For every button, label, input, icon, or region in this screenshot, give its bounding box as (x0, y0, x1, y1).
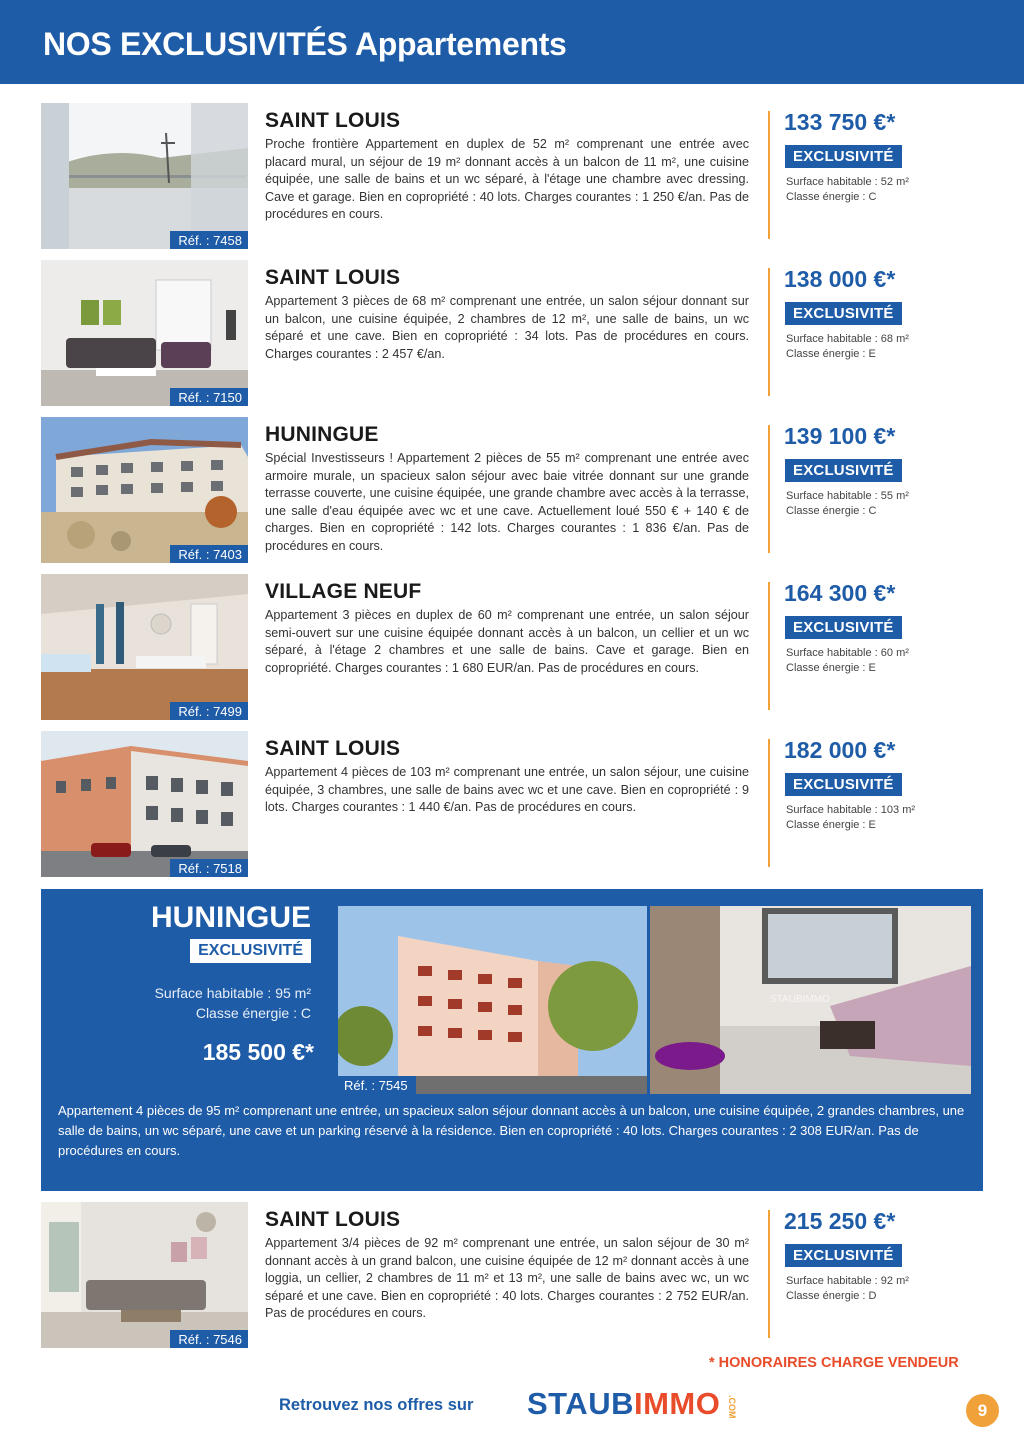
energy-class-text: Classe énergie : E (786, 819, 876, 831)
divider (768, 582, 770, 710)
building-exterior-photo (41, 417, 248, 563)
energy-class-text: Classe énergie : E (786, 662, 876, 674)
listing-meta (786, 646, 909, 676)
listing-city: SAINT LOUIS (265, 737, 401, 760)
listing-photo[interactable] (41, 1202, 248, 1348)
surface-text: Surface habitable : 95 m² (154, 985, 311, 1001)
listing-city: SAINT LOUIS (265, 109, 401, 132)
page-header (0, 0, 1024, 84)
exclusivity-badge: EXCLUSIVITÉ (785, 459, 902, 482)
listing-card[interactable] (0, 574, 1024, 722)
divider (768, 1210, 770, 1338)
exclusivity-badge: EXCLUSIVITÉ (785, 302, 902, 325)
ref-number: Réf. : 7499 (170, 702, 248, 720)
listing-price: 138 000 €* (784, 266, 896, 292)
featured-exclusivity-badge: EXCLUSIVITÉ (190, 939, 311, 963)
brand-part2: IMMO (633, 1386, 721, 1421)
energy-class-text: Classe énergie : C (786, 505, 877, 517)
listing-meta (786, 489, 909, 519)
listing-description: Proche frontière Appartement en duplex de 52 m² comprenant une entrée avec placard mural, un séjour de 19 m² donnant accès à un balcon de 11 m², une cuisine équipée, une salle de bains et un wc séparé, à l'étage une chambre avec dressing. Cave et garage. Bien en copropriété : 40 lots. Charges courantes : 1 250 €/an. Pas de procédures en cours. (265, 137, 749, 221)
featured-price: 185 500 €* (202, 1039, 314, 1065)
featured-description: Appartement 4 pièces de 95 m² comprenant une entrée, un spacieux salon séjour donnant accès à un balcon, une cuisine équipée, 2 grandes chambres, une salle de bains, un wc séparé, une cave et un parking réservé à la résidence. Bien en copropriété : 40 lots. Charges courantes : 2 308 EUR/an. Pas de procédures en cours. (58, 1103, 965, 1158)
listing-card[interactable] (0, 417, 1024, 565)
divider (768, 425, 770, 553)
listing-photo[interactable] (41, 260, 248, 406)
energy-class-text: Classe énergie : C (786, 191, 877, 203)
brand-logo[interactable] (527, 1386, 720, 1422)
featured-meta (155, 983, 311, 1023)
listing-city: SAINT LOUIS (265, 266, 401, 289)
surface-text: Surface habitable : 68 m² (786, 333, 909, 345)
brand-part1: STAUB (527, 1386, 634, 1421)
listing-card[interactable] (0, 103, 1024, 251)
listing-meta (786, 803, 915, 833)
listing-meta (786, 1274, 909, 1304)
listing-description: Spécial Investisseurs ! Appartement 2 pièces de 55 m² comprenant une entrée avec armoire murale, un spacieux salon séjour avec baie vitrée donnant sur une grande terrasse couverte, une cuisine équipée, une grande chambre avec accès à la terrasse, une salle d'eau équipée avec wc et une cave. Actuellement loué 550 € + 140 € de charges. Bien en copropriété : 142 lots. Charges courantes : 1 836 €/an. Pas de procédures en cours. (265, 451, 749, 553)
featured-city: HUNINGUE (150, 901, 311, 934)
energy-class-text: Classe énergie : C (195, 1005, 311, 1021)
energy-class-text: Classe énergie : D (786, 1290, 877, 1302)
surface-text: Surface habitable : 60 m² (786, 647, 909, 659)
surface-text: Surface habitable : 103 m² (786, 804, 916, 816)
page-number: 9 (966, 1394, 999, 1427)
surface-text: Surface habitable : 55 m² (786, 490, 909, 502)
listing-description: Appartement 3 pièces de 68 m² comprenant une entrée, un salon séjour donnant sur un balcon, une cuisine équipée, 2 chambres de 12 m², une salle de bains, un wc séparé et une cave. Bien en copropriété : 34 lots. Pas de procédures en cours. Charges courantes : 2 457 €/an. (265, 294, 749, 361)
balcony-photo (41, 103, 248, 249)
featured-listing[interactable] (41, 889, 983, 1191)
listing-photo[interactable] (41, 417, 248, 563)
listing-city: VILLAGE NEUF (265, 580, 422, 603)
listing-card[interactable] (0, 731, 1024, 879)
street-building-photo (41, 731, 248, 877)
listing-price: 164 300 €* (784, 580, 896, 606)
listing-price: 133 750 €* (784, 109, 896, 135)
ref-number: Réf. : 7458 (170, 231, 248, 249)
lounge-photo (41, 574, 248, 720)
listing-price: 182 000 €* (784, 737, 896, 763)
footer-cta: Retrouvez nos offres sur (279, 1396, 474, 1414)
featured-photo-interior[interactable] (650, 906, 971, 1094)
ref-number: Réf. : 7518 (170, 859, 248, 877)
ref-number: Réf. : 7150 (170, 388, 248, 406)
featured-ref-number: Réf. : 7545 (338, 1076, 416, 1094)
listing-description: Appartement 4 pièces de 103 m² comprenant une entrée, un salon séjour, une cuisine équipée, 3 chambres, une salle de bains avec wc et une cave. Bien en copropriété : 9 lots. Charges courantes : 1 440 €/an. Pas de procédures en cours. (265, 765, 749, 814)
listing-city: HUNINGUE (265, 423, 379, 446)
listing-photo[interactable] (41, 574, 248, 720)
featured-photo-exterior[interactable] (338, 906, 647, 1094)
listing-description: Appartement 3/4 pièces de 92 m² comprenant une entrée, un salon séjour de 30 m² donnant accès à un grand balcon, une cuisine équipée de 12 m² donnant accès à une loggia, un cellier, 2 chambres de 11 m² et 13 m², une salle de bains avec wc, un wc séparé et une cave. Bien en copropriété : 40 lots. Charges courantes : 2 752 EUR/an. Pas de procédures en cours. (265, 1236, 749, 1320)
exclusivity-badge: EXCLUSIVITÉ (785, 616, 902, 639)
page-title: NOS EXCLUSIVITÉS Appartements (43, 26, 567, 62)
ref-number: Réf. : 7403 (170, 545, 248, 563)
ref-number: Réf. : 7546 (170, 1330, 248, 1348)
brand-suffix: .COM (727, 1395, 737, 1419)
exclusivity-badge: EXCLUSIVITÉ (785, 773, 902, 796)
fees-note: * HONORAIRES CHARGE VENDEUR (709, 1355, 959, 1371)
listing-price: 215 250 €* (784, 1208, 896, 1234)
listing-meta (786, 175, 909, 205)
surface-text: Surface habitable : 52 m² (786, 176, 909, 188)
listing-city: SAINT LOUIS (265, 1208, 401, 1231)
listing-photo[interactable] (41, 731, 248, 877)
watermark: STAUBIMMO (770, 994, 830, 1005)
interior-photo (650, 906, 971, 1094)
listing-description: Appartement 3 pièces en duplex de 60 m² comprenant une entrée, un salon séjour semi-ouvert sur une cuisine équipée donnant accès à un balcon, un cellier et un wc séparé, à l'étage 2 chambres et une salle de bains. Cave et garage. Bien en copropriété. Charges courantes : 1 680 EUR/an. Pas de procédures en cours. (265, 608, 749, 675)
sofa-room-photo (41, 1202, 248, 1348)
living-room-photo (41, 260, 248, 406)
listing-price: 139 100 €* (784, 423, 896, 449)
listing-card[interactable] (0, 1202, 1024, 1350)
listing-card[interactable] (0, 260, 1024, 408)
exclusivity-badge: EXCLUSIVITÉ (785, 145, 902, 168)
divider (768, 739, 770, 867)
divider (768, 268, 770, 396)
listing-meta (786, 332, 909, 362)
surface-text: Surface habitable : 92 m² (786, 1275, 909, 1287)
divider (768, 111, 770, 239)
listing-photo[interactable] (41, 103, 248, 249)
exclusivity-badge: EXCLUSIVITÉ (785, 1244, 902, 1267)
building-photo (338, 906, 647, 1094)
energy-class-text: Classe énergie : E (786, 348, 876, 360)
